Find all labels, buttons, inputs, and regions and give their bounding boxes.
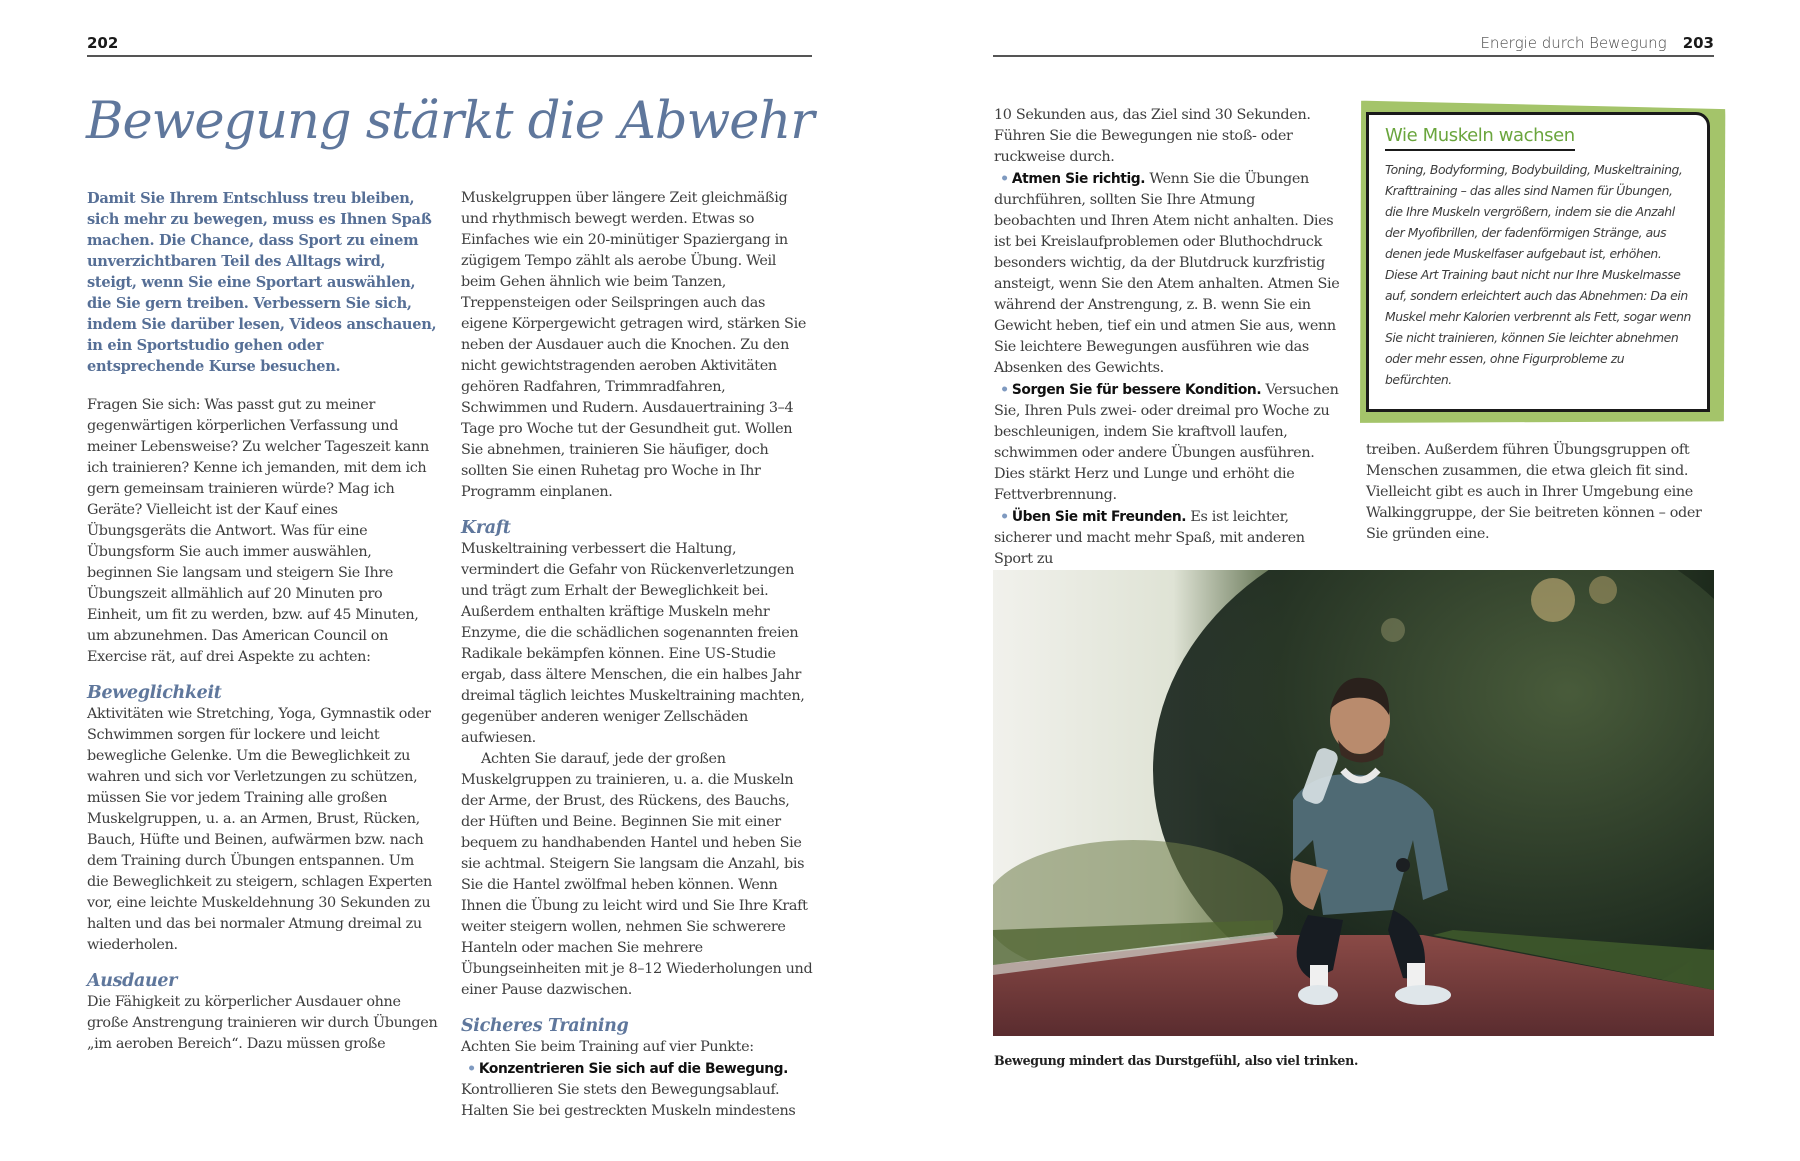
running-head-title: Energie durch Bewegung: [1480, 34, 1667, 52]
header-rule-left: [87, 55, 812, 57]
section-heading-ausdauer: Ausdauer: [87, 971, 178, 991]
body-paragraph: treiben. Außerdem führen Übungsgruppen oft Menschen zusammen, die etwa gleich fit sind. Vielleicht gibt es auch in Ihrer Umgebung eine Walkinggruppe, der Sie beitreten können – oder Sie gründen eine.: [1366, 442, 1702, 542]
running-header: [1480, 34, 1714, 52]
bullet-title: Üben Sie mit Freunden.: [1011, 509, 1187, 525]
photo-caption: Bewegung mindert das Durstgefühl, also viel trinken.: [994, 1053, 1359, 1068]
bullet-item: [461, 1058, 813, 1122]
bullet-icon: •: [467, 1060, 476, 1077]
body-paragraph: Achten Sie darauf, jede der großen Muskelgruppen zu trainieren, u. a. die Muskeln der Arme, der Brust, des Rückens, des Bauchs, der Hüften und Beine. Beginnen Sie mit einer bequem zu handhabenden Hantel und heben Sie sie achtmal. Steigern Sie langsam die Anzahl, bis Sie die Hantel zwölfmal heben können. Wenn Ihnen die Übung zu leicht wird und Sie Ihre Kraft weiter steigern wollen, nehmen Sie schwerere Hanteln oder machen Sie mehrere Übungseinheiten mit je 8–12 Wiederholungen und einer Pause dazwischen.: [461, 751, 813, 998]
bullet-item: [994, 168, 1340, 379]
bullet-item: [994, 379, 1340, 506]
intro-paragraph: Damit Sie Ihrem Entschluss treu bleiben, sich mehr zu bewegen, muss es Ihnen Spaß machen. Die Chance, dass Sport zu einem unverzichtbaren Teil des Alltags wird, steigt, wenn Sie eine Sportart auswählen, die Sie gern treiben. Verbessern Sie sich, indem Sie darüber lesen, Videos anschauen, in ein Sportstudio gehen oder entsprechende Kurse besuchen.: [87, 190, 437, 375]
bullet-icon: •: [1000, 508, 1009, 525]
body-paragraph: 10 Sekunden aus, das Ziel sind 30 Sekunden. Führen Sie die Bewegungen nie stoß- oder ruckweise durch.: [994, 107, 1311, 165]
column-1: [87, 188, 439, 1055]
bullet-text: Es ist leichter, sicherer und macht mehr Spaß, mit anderen Sport zu: [994, 509, 1305, 567]
bullet-icon: •: [1000, 170, 1009, 187]
bullet-text: Kontrollieren Sie stets den Bewegungsablauf. Halten Sie bei gestreckten Muskeln mindestens: [461, 1082, 796, 1119]
bullet-title: Atmen Sie richtig.: [1011, 171, 1146, 187]
page-title: Bewegung stärkt die Abwehr: [86, 92, 814, 151]
column-3: [994, 105, 1340, 570]
bullet-text: Wenn Sie die Übungen durchführen, sollten Sie Ihre Atmung beobachten und Ihren Atem nicht anhalten. Dies ist bei Kreislaufproblemen oder Bluthochdruck besonders wichtig, da der Blutdruck kurzfristig ansteigt, wenn Sie den Atem anhalten. Atmen Sie während der Anstrengung, z. B. wenn Sie ein Gewicht heben, tief ein und atmen Sie aus, wenn Sie leichtere Bewegungen ausführen wie das Absenken des Gewichts.: [994, 171, 1340, 376]
bullet-text: Versuchen Sie, Ihren Puls zwei- oder dreimal pro Woche zu beschleunigen, indem Sie kraftvoll laufen, schwimmen oder andere Übungen ausführen. Dies stärkt Herz und Lunge und erhöht die Fettverbrennung.: [994, 382, 1339, 503]
body-paragraph: Muskeltraining verbessert die Haltung, vermindert die Gefahr von Rückenverletzungen und trägt zum Erhalt der Beweglichkeit bei. Außerdem enthalten kräftige Muskeln mehr Enzyme, die die schädlichen sogenannten freien Radikale bekämpfen können. Eine US-Studie ergab, dass ältere Menschen, die ein halbes Jahr dreimal täglich leichtes Muskeltraining machten, gegenüber anderen weniger Zellschäden aufwiesen.: [461, 541, 805, 746]
infobox-text: Toning, Bodyforming, Bodybuilding, Muskeltraining, Krafttraining – das alles sind Namen für Übungen, die Ihre Muskeln vergrößern, indem sie die Anzahl der Myofibrillen, der fadenförmigen Stränge, aus denen jede Muskelfaser aufgebaut ist, erhöhen. Diese Art Training baut nicht nur Ihre Muskelmasse auf, sondern erleichtert auch das Abnehmen: Da ein Muskel mehr Kalorien verbrennt als Fett, sogar wenn Sie nicht trainieren, können Sie leichter abnehmen oder mehr essen, ohne Figurprobleme zu befürchten.: [1385, 162, 1691, 387]
bullet-title: Sorgen Sie für bessere Kondition.: [1011, 382, 1262, 398]
body-paragraph: Achten Sie beim Training auf vier Punkte:: [461, 1039, 754, 1055]
bullet-icon: •: [1000, 381, 1009, 398]
photo-runner-drinking: [993, 570, 1714, 1036]
infobox: [1366, 112, 1710, 412]
body-paragraph: Muskelgruppen über längere Zeit gleichmäßig und rhythmisch bewegt werden. Etwas so Einfaches wie ein 20-minütiger Spaziergang in zügigem Tempo zählt als aerobe Übung. Weil beim Gehen ähnlich wie beim Tanzen, Treppensteigen oder Seilspringen auch das eigene Körpergewicht getragen wird, stärken Sie neben der Ausdauer auch die Knochen. Zu den nicht gewichtstragenden aeroben Aktivitäten gehören Radfahren, Trimmradfahren, Schwimmen und Rudern. Ausdauertraining 3–4 Tage pro Woche tut der Gesundheit gut. Wollen Sie abnehmen, trainieren Sie häufiger, doch sollten Sie einen Ruhetag pro Woche in Ihr Programm einplanen.: [461, 190, 806, 500]
column-2: [461, 188, 813, 1122]
body-paragraph: Aktivitäten wie Stretching, Yoga, Gymnastik oder Schwimmen sorgen für lockere und leicht bewegliche Gelenke. Um die Beweglichkeit zu wahren und sich vor Verletzungen zu schützen, müssen Sie vor jedem Training alle großen Muskelgruppen, u. a. an Armen, Brust, Rücken, Bauch, Hüfte und Beinen, aufwärmen bzw. nach dem Training durch Übungen entspannen. Um die Beweglichkeit zu steigern, schlagen Experten vor, eine leichte Muskeldehnung 30 Sekunden zu halten und das bei normaler Atmung dreimal zu wiederholen.: [87, 706, 432, 953]
header-rule-right: [993, 55, 1714, 57]
bullet-title: Konzentrieren Sie sich auf die Bewegung.: [478, 1061, 788, 1077]
photo-illustration: [993, 570, 1714, 1036]
section-heading-sicheres-training: Sicheres Training: [461, 1016, 629, 1036]
page-number-left: 202: [87, 34, 119, 52]
infobox-title: Wie Muskeln wachsen: [1385, 125, 1575, 151]
body-paragraph: Die Fähigkeit zu körperlicher Ausdauer ohne große Anstrengung trainieren wir durch Übungen „im aeroben Bereich“. Dazu müssen große: [87, 994, 438, 1052]
column-4: [1366, 440, 1714, 545]
section-heading-kraft: Kraft: [461, 518, 511, 538]
page-number-right: 203: [1682, 34, 1714, 52]
section-heading-beweglichkeit: Beweglichkeit: [87, 683, 222, 703]
body-paragraph: Fragen Sie sich: Was passt gut zu meiner gegenwärtigen körperlichen Verfassung und meiner Lebensweise? Zu welcher Tageszeit kann ich trainieren? Kenne ich jemanden, mit dem ich gern gemeinsam trainieren würde? Mag ich Geräte? Vielleicht ist der Kauf eines Übungsgeräts die Antwort. Was für eine Übungsform Sie auch immer auswählen, beginnen Sie langsam und steigern Sie Ihre Übungszeit allmählich auf 20 Minuten pro Einheit, um fit zu werden, bzw. auf 45 Minuten, um abzunehmen. Das American Council on Exercise rät, auf drei Aspekte zu achten:: [87, 397, 429, 665]
bullet-item: [994, 506, 1340, 570]
